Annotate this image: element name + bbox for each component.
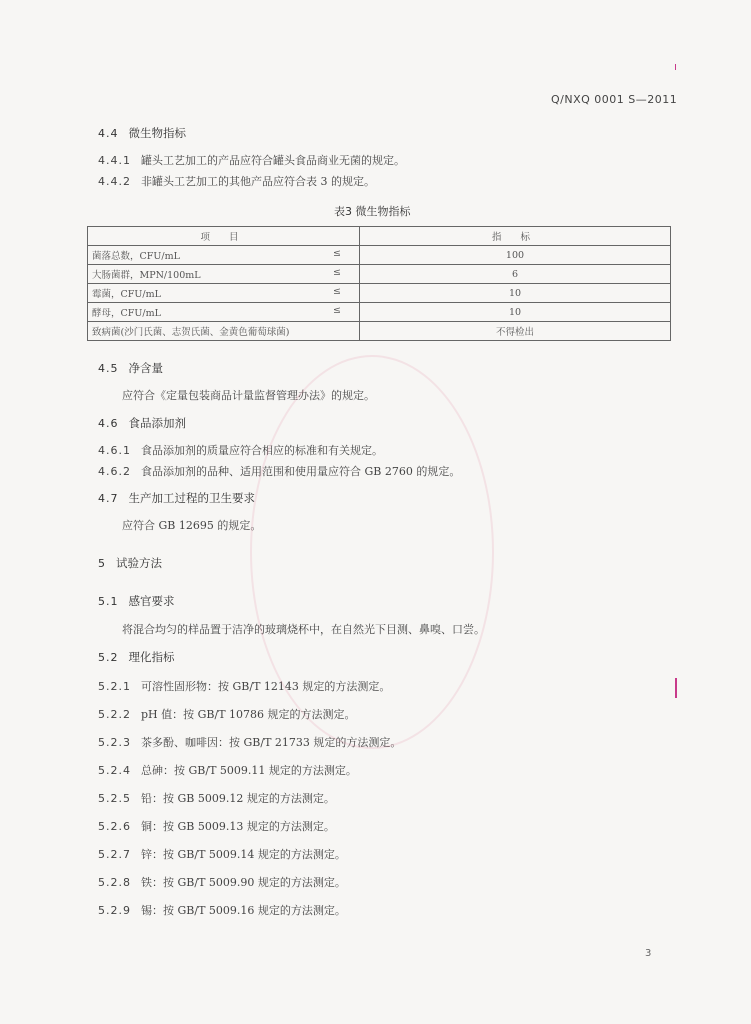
section-4-6-heading: 4.6 食品添加剂 [98,416,186,430]
method-5-2-9: 5.2.9 锡：按 GB/T 5009.16 规定的方法测定。 [98,904,346,917]
margin-mark-top [675,64,676,70]
table-row [88,322,671,341]
method-5-2-4: 5.2.4 总砷：按 GB/T 5009.11 规定的方法测定。 [98,764,357,777]
section-4-7-text: 应符合 GB 12695 的规定。 [122,519,262,532]
section-4-7-heading: 4.7 生产加工过程的卫生要求 [98,491,255,505]
section-4-4-heading: 4.4 微生物指标 [98,126,186,140]
row-comparator: ≤ [333,286,341,297]
header-value: 指 标 [360,227,671,246]
method-5-2-1: 5.2.1 可溶性固形物：按 GB/T 12143 规定的方法测定。 [98,680,391,693]
row-value: 不得检出 [360,322,671,341]
standard-code: Q/NXQ 0001 S—2011 [551,93,678,106]
method-5-2-8: 5.2.8 铁：按 GB/T 5009.90 规定的方法测定。 [98,876,346,889]
row-comparator: ≤ [333,248,341,259]
clause-4-4-2: 4.4.2 非罐头工艺加工的其他产品应符合表 3 的规定。 [98,175,375,188]
section-5-heading: 5 试验方法 [98,556,162,570]
method-5-2-5: 5.2.5 铅：按 GB 5009.12 规定的方法测定。 [98,792,335,805]
clause-4-4-1: 4.4.1 罐头工艺加工的产品应符合罐头食品商业无菌的规定。 [98,154,405,167]
table-row [88,303,671,322]
clause-4-6-2: 4.6.2 食品添加剂的品种、适用范围和使用量应符合 GB 2760 的规定。 [98,465,461,478]
row-comparator: ≤ [333,305,341,316]
method-5-2-6: 5.2.6 铜：按 GB 5009.13 规定的方法测定。 [98,820,335,833]
section-5-2-heading: 5.2 理化指标 [98,650,175,664]
table-row [88,246,671,265]
method-5-2-2: 5.2.2 pH 值：按 GB/T 10786 规定的方法测定。 [98,708,356,721]
table-row [88,284,671,303]
section-4-5-heading: 4.5 净含量 [98,361,163,375]
table-header-row [88,227,671,246]
method-5-2-3: 5.2.3 茶多酚、咖啡因：按 GB/T 21733 规定的方法测定。 [98,736,402,749]
section-5-1-heading: 5.1 感官要求 [98,594,175,608]
row-value: 10 [360,284,671,303]
method-5-2-7: 5.2.7 锌：按 GB/T 5009.14 规定的方法测定。 [98,848,346,861]
row-item: 菌落总数，CFU/mL [92,251,180,262]
row-value: 6 [360,265,671,284]
row-comparator: ≤ [333,267,341,278]
margin-mark-right [675,678,677,698]
clause-4-6-1: 4.6.1 食品添加剂的质量应符合相应的标准和有关规定。 [98,444,383,457]
section-5-1-text: 将混合均匀的样品置于洁净的玻璃烧杯中，在自然光下目测、鼻嗅、口尝。 [122,623,485,636]
table-3-caption: 表3 微生物指标 [334,205,411,218]
row-value: 10 [360,303,671,322]
row-item: 大肠菌群，MPN/100mL [92,270,201,281]
header-item: 项 目 [88,227,360,246]
section-4-5-text: 应符合《定量包装商品计量监督管理办法》的规定。 [122,389,375,402]
row-item: 酵母，CFU/mL [92,308,161,319]
page-number: 3 [645,948,652,959]
row-value: 100 [360,246,671,265]
table-row [88,265,671,284]
row-item: 霉菌，CFU/mL [92,289,161,300]
microbial-indicator-table [87,226,671,341]
row-item: 致病菌(沙门氏菌、志贺氏菌、金黄色葡萄球菌) [92,327,290,338]
